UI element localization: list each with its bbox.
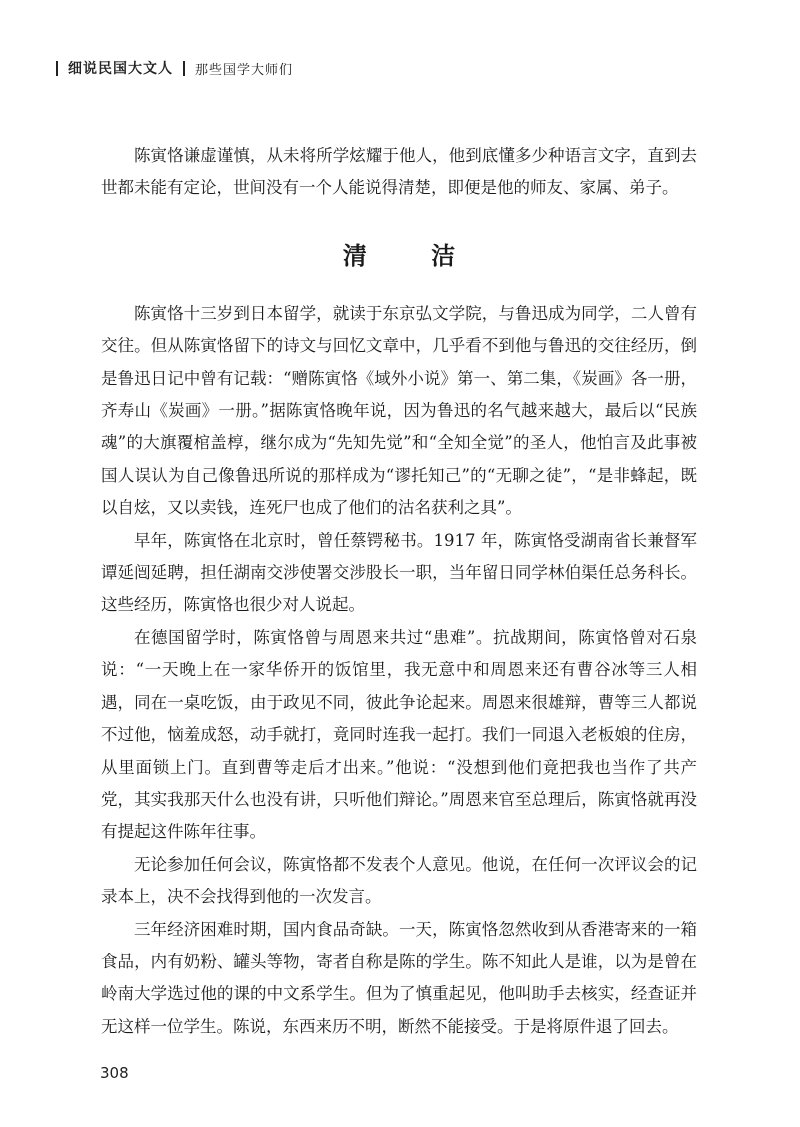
page-number: 308 xyxy=(100,1064,129,1082)
body-paragraph-1: 陈寅恪十三岁到日本留学，就读于东京弘文学院，与鲁迅成为同学，二人曾有交往。但从陈寅恪留下的诗文与回忆文章中，几乎看不到他与鲁迅的交往经历，倒是鲁迅日记中曾有记载：“赠陈寅恪《域外小说》第一、第二集，《炭画》各一册，齐寿山《炭画》一册。”据陈寅恪晚年说，因为鲁迅的名气越来越大，最后以“民族魂”的大旗覆棺盖椁，继尔成为“先知先觉”和“全知全觉”的圣人，他怕言及此事被国人误认为自己像鲁迅所说的那样成为“谬托知己”的“无聊之徒”，“是非蜂起，既以自炫，又以卖钱，连死尸也成了他们的沽名获利之具”。 xyxy=(101,303,697,518)
body-paragraph-4: 无论参加任何会议，陈寅恪都不发表个人意见。他说，在任何一次评议会的记录本上，决不会找得到他的一次发言。 xyxy=(101,854,697,907)
header-bar-left xyxy=(56,61,58,76)
section-heading: 清 洁 xyxy=(342,241,484,270)
header-bar-separator xyxy=(183,61,185,76)
body-paragraph-2: 早年，陈寅恪在北京时，曾任蔡锷秘书。1917 年，陈寅恪受湖南省长兼督军谭延闿延聘，担任湖南交涉使署交涉股长一职，当年留日同学林伯渠任总务科长。这些经历，陈寅恪也很少对人说起。 xyxy=(101,530,697,615)
intro-paragraph: 陈寅恪谦虚谨慎，从未将所学炫耀于他人，他到底懂多少种语言文字，直到去世都未能有定论，世间没有一个人能说得清楚，即便是他的师友、家属、弟子。 xyxy=(101,146,697,198)
running-header xyxy=(56,58,293,78)
body-paragraph-3: 在德国留学时，陈寅恪曾与周恩来共过“患难”。抗战期间，陈寅恪曾对石泉说：“一天晚上在一家华侨开的饭馆里，我无意中和周恩来还有曹谷冰等三人相遇，同在一桌吃饭，由于政见不同，彼此争论起来。周恩来很雄辩，曹等三人都说不过他，恼羞成怒，动手就打，竟同时连我一起打。我们一同退入老板娘的住房，从里面锁上门。直到曹等走后才出来。”他说：“没想到他们竟把我也当作了共产党，其实我那天什么也没有讲，只听他们辩论。”周恩来官至总理后，陈寅恪就再没有提起这件陈年往事。 xyxy=(101,627,697,842)
section-title: 那些国学大师们 xyxy=(195,62,294,78)
book-title: 细说民国大文人 xyxy=(68,61,173,77)
body-paragraph-5: 三年经济困难时期，国内食品奇缺。一天，陈寅恪忽然收到从香港寄来的一箱食品，内有奶粉、罐头等物，寄者自称是陈的学生。陈不知此人是谁，以为是曾在岭南大学选过他的课的中文系学生。但为了慎重起见，他叫助手去核实，经查证并无这样一位学生。陈说，东西来历不明，断然不能接受。于是将原件退了回去。 xyxy=(101,919,697,1036)
page-body xyxy=(101,140,697,1043)
